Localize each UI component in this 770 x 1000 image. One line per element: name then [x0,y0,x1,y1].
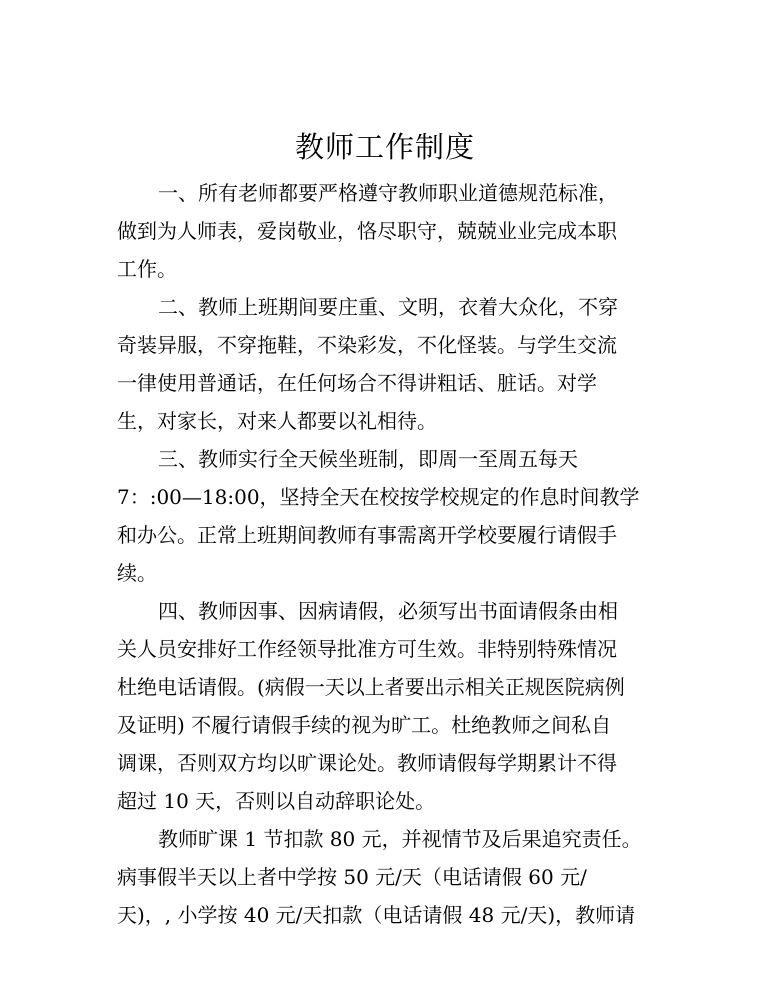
paragraph-4-line-5: 调课，否则双方均以旷课论处。教师请假每学期累计不得 [117,751,617,775]
document-title: 教师工作制度 [294,130,475,164]
paragraph-4-line-6: 超过 10 天，否则以自动辞职论处。 [117,789,436,813]
paragraph-5-line-2: 病事假半天以上者中学按 50 元/天（电话请假 60 元/ [117,865,587,889]
paragraph-3-line-2: 7：:00—18:00，坚持全天在校按学校规定的作息时间教学 [117,485,640,509]
paragraph-4-line-3: 杜绝电话请假。(病假一天以上者要出示相关正规医院病例 [117,675,625,699]
paragraph-1-line-2: 做到为人师表，爱岗敬业，恪尽职守，兢兢业业完成本职 [117,219,617,243]
paragraph-1-line-1: 一、所有老师都要严格遵守教师职业道德规范标准， [158,181,618,205]
paragraph-1-line-3: 工作。 [117,257,177,281]
paragraph-4-line-1: 四、教师因事、因病请假，必须写出书面请假条由相 [158,599,618,623]
paragraph-5-line-3: 天)，, 小学按 40 元/天扣款（电话请假 48 元/天)，教师请 [117,903,636,927]
paragraph-2-line-2: 奇装异服，不穿拖鞋，不染彩发，不化怪装。与学生交流 [117,333,617,357]
paragraph-3-line-3: 和办公。正常上班期间教师有事需离开学校要履行请假手 [117,523,617,547]
paragraph-2-line-1: 二、教师上班期间要庄重、文明，衣着大众化，不穿 [158,295,618,319]
paragraph-2-line-3: 一律使用普通话，在任何场合不得讲粗话、脏话。对学 [117,371,597,395]
paragraph-5-line-1: 教师旷课 1 节扣款 80 元，并视情节及后果追究责任。 [158,827,642,851]
paragraph-2-line-4: 生，对家长，对来人都要以礼相待。 [117,409,437,433]
paragraph-4-line-4: 及证明) 不履行请假手续的视为旷工。杜绝教师之间私自 [117,713,612,737]
paragraph-3-line-1: 三、教师实行全天候坐班制，即周一至周五每天 [158,447,578,471]
paragraph-4-line-2: 关人员安排好工作经领导批准方可生效。非特别特殊情况 [117,637,617,661]
paragraph-3-line-4: 续。 [117,561,157,585]
